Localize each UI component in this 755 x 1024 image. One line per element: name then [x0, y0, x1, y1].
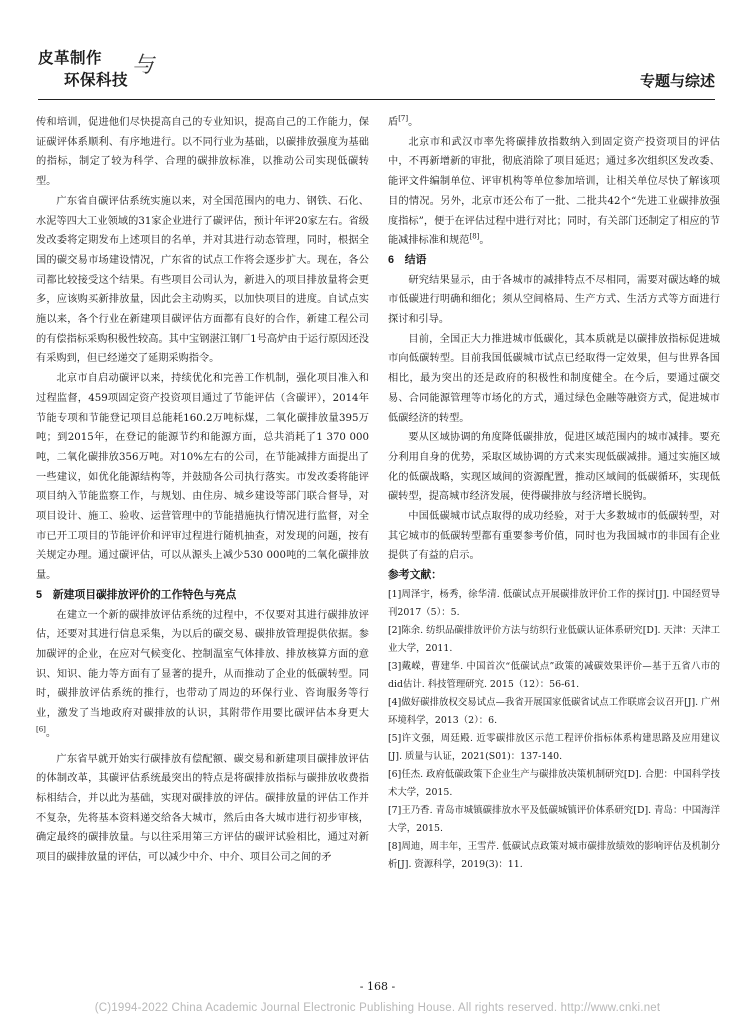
journal-logo	[38, 46, 178, 96]
reference-item: [2]陈余. 纺织品碳排放评价方法与纺织行业低碳认证体系研究[D]. 天津：天津工业大学，2011.	[388, 624, 720, 654]
paragraph: 广东省早就开始实行碳排放有偿配额、碳交易和新建项目碳排放评估的体制改革，其碳评估系统最突出的特点是将碳排放指标与碳排放收费指标相结合，并以此为基础，实现对碳排放的评估。碳排放量的评估工作并不复杂，先将基本资料递交给各大城市，然后由各大城市进行初步审核，确定最终的碳排放量。与以往采用第三方评估的碳评试验相比，通过对新项目的碳排放量的评估，可以减少中介、中介、项目公司之间的矛	[36, 753, 369, 864]
paragraph: 盾[7]。	[388, 114, 419, 128]
paragraph: 要从区域协调的角度降低碳排放，促进区域范围内的城市减排。要充分利用自身的优势，采取区域协调的方式来实现低碳减排。通过实施区域化的低碳战略，实现区域间的资源配置，推动区域间的低碳循环，实现低碳转型，提高城市经济发展，使得碳排放与经济增长脱钩。	[388, 432, 720, 503]
citation: [7]	[398, 114, 409, 123]
citation: [8]	[469, 232, 480, 241]
paragraph: 北京市和武汉市率先将碳排放指数纳入到固定资产投资项目的评估中，不再新增新的审批，彻底消除了项目延迟；通过多次组织区发改委、能评文件编制单位、评审机构等单位参加培训，让相关单位尽快了解该项目的情况。另外，北京市还公布了一批、二批共42个“先进工业碳排放强度指标”，便于在评估过程中进行对比；同时，有关部门还制定了相应的节能减排标准和规范[8]。	[388, 136, 720, 247]
reference-item: [4]做好碳排放权交易试点—我省开展国家低碳省试点工作联席会议召开[J]. 广州环境科学，2013（2）：6.	[388, 696, 720, 726]
header-rule	[38, 99, 715, 100]
paragraph: 在建立一个新的碳排放评估系统的过程中，不仅要对其进行碳排放评估，还要对其进行信息采集，为以后的碳交易、碳排放管理提供依据。参加碳评的企业，在应对气候变化、控制温室气体排放、排放核算方面的意识、知识、能力等方面有了显著的提升，从而推动了企业的低碳转型。同时，碳排放评估系统的推行，也带动了周边的环保行业、咨询服务等行业，激发了当地政府对碳排放的认识，其附带作用要比碳评估本身更大[6]。	[36, 609, 369, 739]
citation: [6]	[36, 725, 46, 734]
reference-item: [8]周迪，周丰年，王雪芹. 低碳试点政策对城市碳排放绩效的影响评估及机制分析[J]. 资源科学，2019(3)：11.	[388, 840, 720, 870]
paragraph: 传和培训，促进他们尽快提高自己的专业知识，提高自己的工作能力，保证碳评体系顺利、有序地进行。以不同行业为基础，以碳排放强度为基础的指标，制定了较为科学、合理的碳排放标准，以推动公司实现低碳转型。	[36, 117, 369, 188]
paragraph: 北京市自启动碳评以来，持续优化和完善工作机制，强化项目准入和过程监督，459项固定资产投资项目通过了节能评估（含碳评），2014年节能专项和节能登记项目总能耗160.2万吨标煤，二氧化碳排放量395万吨；到2015年，在登记的能源节约和能源方面，总共消耗了1 370 000吨，二氧化碳排放356万吨。对10%左右的公司，在节能减排方面提出了一些建议，如优化能源结构等，并鼓励各公司执行落实。市发改委将能评项目纳入节能监察工作，与规划、由住房、城乡建设等部门联合督导，对项目设计、施工、验收、运营管理中的节能措施执行情况进行监督，对全市已开工项目的节能评价和评审过程进行随机抽查，对发现的问题，按有关规定办理。通过碳评估，可以从源头上减少530 000吨的二氧化碳排放量。	[36, 373, 369, 582]
paragraph: 研究结果显示，由于各城市的减排特点不尽相同，需要对碳达峰的城市低碳进行明确和细化；须从空间格局、生产方式、生活方式等方面进行探讨和引导。	[388, 274, 720, 326]
reference-item: [5]许文强，周廷殿. 近零碳排放区示范工程评价指标体系构建思路及应用建议[J]. 质量与认证，2021(S01)：137-140.	[388, 732, 720, 762]
paragraph: 目前，全国正大力推进城市低碳化，其本质就是以碳排放指标促进城市向低碳转型。目前我国低碳城市试点已经取得一定效果，但与世界各国相比，最为突出的还是政府的积极性和制度健全。在今后，要通过碳交易、合同能源管理等市场化的方式，通过绿色金融等融资方式，促进城市低碳经济的转型。	[388, 333, 720, 424]
right-column	[388, 113, 720, 874]
logo-line2: 环保科技	[64, 72, 129, 89]
reference-item: [3]戴嵘，曹建华. 中国首次“低碳试点”政策的减碳效果评价—基于五省八市的did估计. 科技管理研究. 2015（12）：56-61.	[388, 660, 720, 690]
left-column	[36, 113, 369, 868]
logo-line1: 皮革制作	[38, 50, 103, 67]
reference-item: [6]任杰. 政府低碳政策下企业生产与碳排放决策机制研究[D]. 合肥：中国科学技术大学，2015.	[388, 768, 720, 798]
page-number: - 168 -	[359, 980, 396, 993]
references-title: 参考文献：	[388, 569, 442, 582]
reference-item: [7]王乃香. 青岛市城镇碳排放水平及低碳城镇评价体系研究[D]. 青岛：中国海洋大学，2015.	[388, 804, 720, 834]
section-heading-5: 5 新建项目碳排放评价的工作特色与亮点	[36, 588, 237, 601]
paragraph: 中国低碳城市试点取得的成功经验，对于大多数城市的低碳转型，对其它城市的低碳转型都有重要参考价值，同时也为我国城市的非国有企业提供了有益的启示。	[388, 511, 720, 562]
paragraph: 广东省自碳评估系统实施以来，对全国范围内的电力、钢铁、石化、水泥等四大工业领域的31家企业进行了碳评估，预计年评20家左右。省级发改委将定期发布上述项目的名单，并对其进行动态管理，同时，根据全国的碳交易市场建设情况，广东省的试点工作将会逐步扩大。现在，各公司都比较接受这个结果。有些项目公司认为，新进入的项目排放量将会更多，应该购买新排放量，因此会主动购买，以加快项目的进度。自试点实施以来，各个行业在新建项目碳评估方面都有良好的合作，新建工程公司的有偿指标采购积极性较高。其中宝钢湛江钢厂1号高炉由于运行原因还没有采购到，但已经递交了延期采购指令。	[36, 195, 369, 365]
reference-list	[388, 586, 720, 874]
logo-swirl: 与	[132, 53, 155, 78]
copyright-footer: (C)1994-2022 China Academic Journal Electronic Publishing House. All rights reserved. http://www.cnki.net	[94, 1002, 661, 1014]
section-title: 专题与综述	[639, 73, 715, 90]
section-heading-6: 6 结语	[388, 253, 427, 266]
reference-item: [1]周泽宇，杨秀，徐华清. 低碳试点开展碳排放评价工作的探讨[J]. 中国经贸导刊2017（5）：5.	[388, 588, 720, 618]
